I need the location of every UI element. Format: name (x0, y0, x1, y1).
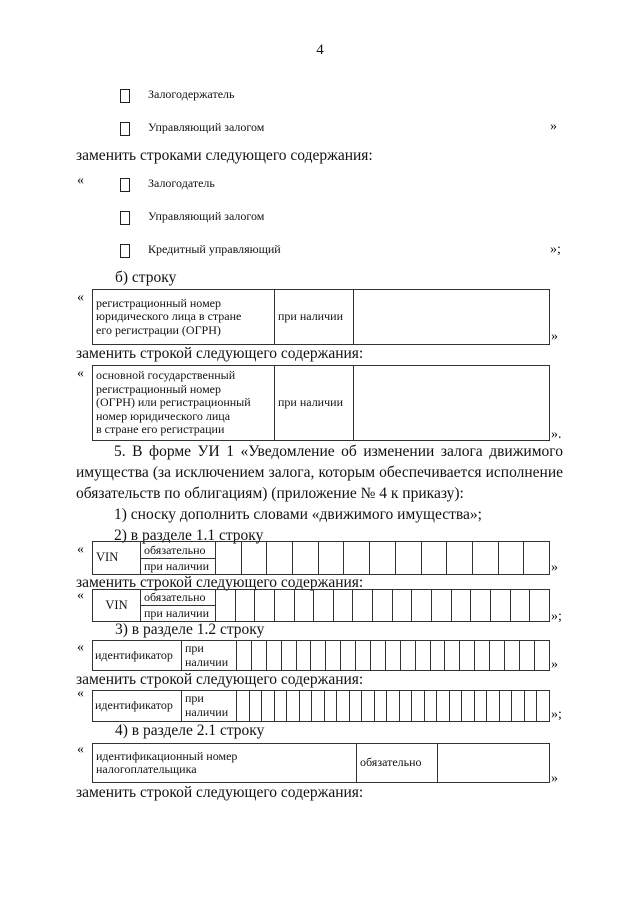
char-cell[interactable] (237, 691, 250, 722)
field-label-cell: VIN (93, 590, 141, 622)
replace-instruction: заменить строкой следующего содержания: (76, 345, 364, 362)
char-cell[interactable] (534, 641, 549, 671)
open-quote: « (77, 290, 84, 305)
close-quote: » (551, 560, 558, 575)
char-cell[interactable] (249, 691, 262, 722)
requirement-line: обязательно (144, 590, 206, 604)
option-label: Залогодатель (148, 176, 215, 190)
char-cell[interactable] (373, 590, 393, 622)
char-cell[interactable] (395, 542, 421, 575)
option-label: Управляющий залогом (148, 120, 265, 134)
char-cell[interactable] (287, 691, 300, 722)
char-cell[interactable] (337, 691, 350, 722)
para-line: 5. В форме УИ 1 «Уведомление об изменении залога движимого (114, 443, 563, 460)
char-cell[interactable] (451, 590, 471, 622)
open-quote: « (77, 542, 84, 557)
close-quote: » (551, 329, 558, 344)
requirement-cell (141, 590, 216, 622)
char-cell[interactable] (519, 641, 534, 671)
char-cell[interactable] (255, 590, 275, 622)
field-label-cell: VIN (93, 542, 141, 575)
item-b: б) строку (115, 269, 177, 286)
char-cell[interactable] (447, 542, 473, 575)
value-cell[interactable] (354, 366, 550, 441)
field-label-cell (93, 366, 275, 441)
field-label-cell: идентификатор (93, 641, 182, 671)
vin-old-table (92, 541, 550, 575)
char-cell[interactable] (344, 542, 370, 575)
char-cell[interactable] (399, 691, 412, 722)
requirement-cell: обязательно (357, 744, 438, 783)
char-cell[interactable] (356, 641, 371, 671)
vin-new-table (92, 589, 550, 622)
open-quote: « (77, 173, 84, 188)
open-quote: « (77, 366, 84, 381)
char-cell[interactable] (415, 641, 430, 671)
checkbox[interactable] (120, 122, 130, 136)
char-cell[interactable] (318, 542, 344, 575)
requirement-cell (182, 691, 237, 722)
char-cell[interactable] (293, 542, 319, 575)
char-cell[interactable] (281, 641, 296, 671)
label-line: юридического лица в стране (96, 309, 242, 324)
close-quote: »; (551, 609, 562, 624)
char-cell[interactable] (499, 691, 512, 722)
open-quote: « (77, 742, 84, 757)
char-cell[interactable] (371, 641, 386, 671)
char-cell[interactable] (460, 641, 475, 671)
requirement-cell: при наличии (275, 290, 354, 345)
close-quote: ». (551, 427, 562, 442)
char-cell[interactable] (524, 691, 537, 722)
requirement-line: при (185, 641, 204, 655)
char-cell[interactable] (524, 542, 550, 575)
replace-instruction: заменить строкой следующего содержания: (76, 574, 364, 591)
checkbox[interactable] (120, 178, 130, 192)
replace-instruction: заменить строкой следующего содержания: (76, 671, 364, 688)
open-quote: « (77, 640, 84, 655)
char-cell[interactable] (341, 641, 356, 671)
close-quote: » (551, 771, 558, 786)
char-cell[interactable] (251, 641, 266, 671)
char-cell[interactable] (449, 691, 462, 722)
char-cell[interactable] (333, 590, 353, 622)
close-quote: » (551, 657, 558, 672)
close-quote: » (550, 119, 557, 134)
replace-instruction: заменить строками следующего содержания: (76, 147, 373, 164)
char-cell[interactable] (430, 641, 445, 671)
identifier-new-table (92, 690, 550, 722)
paragraph-5 (76, 441, 563, 546)
page-number: 4 (316, 42, 324, 58)
option-label: Залогодержатель (148, 87, 235, 101)
field-label-cell (93, 290, 275, 345)
option-label: Управляющий залогом (148, 209, 265, 223)
char-cell[interactable] (311, 641, 326, 671)
open-quote: « (77, 686, 84, 701)
table-row (93, 641, 550, 671)
label-line: основной государственный (96, 368, 236, 383)
char-cell[interactable] (432, 590, 452, 622)
value-cell[interactable] (438, 744, 550, 783)
label-line: регистрационный номер (96, 295, 221, 310)
requirement-line: при (185, 691, 204, 705)
char-cell[interactable] (241, 542, 267, 575)
inn-old-table (92, 743, 550, 783)
requirement-line: наличии (185, 655, 229, 669)
char-cell[interactable] (324, 691, 337, 722)
item-4: 4) в разделе 2.1 строку (115, 722, 265, 739)
char-cell[interactable] (349, 691, 362, 722)
requirement-cell (182, 641, 237, 671)
table-row (93, 691, 550, 722)
char-cell[interactable] (216, 542, 242, 575)
char-cell[interactable] (490, 641, 505, 671)
replace-instruction: заменить строкой следующего содержания: (76, 784, 364, 801)
open-quote: « (77, 588, 84, 603)
para-line: имущества (за исключением залога, которым обеспечивается исполнение (76, 464, 563, 481)
field-label-cell: идентификатор (93, 691, 182, 722)
char-cell[interactable] (510, 590, 530, 622)
char-cell[interactable] (387, 691, 400, 722)
identifier-old-table (92, 640, 550, 671)
char-cell[interactable] (216, 590, 236, 622)
checkbox[interactable] (120, 211, 130, 225)
char-cell[interactable] (472, 542, 498, 575)
char-cell[interactable] (267, 542, 293, 575)
char-cell[interactable] (498, 542, 524, 575)
char-cell[interactable] (296, 641, 311, 671)
list-item: 1) сноску дополнить словами «движимого имущества»; (114, 506, 482, 523)
char-cell[interactable] (262, 691, 275, 722)
char-cell[interactable] (235, 590, 255, 622)
label-line: (ОГРН) или регистрационный (96, 395, 251, 410)
char-cell[interactable] (385, 641, 400, 671)
char-cell[interactable] (392, 590, 412, 622)
char-cell[interactable] (437, 691, 450, 722)
char-cell[interactable] (421, 542, 447, 575)
char-cell[interactable] (312, 691, 325, 722)
label-line: идентификационный номер (96, 748, 238, 763)
table-row (93, 590, 550, 622)
char-cell[interactable] (490, 590, 510, 622)
table-row (93, 290, 550, 345)
requirement-line: наличии (185, 705, 229, 719)
checkbox[interactable] (120, 244, 130, 258)
char-cell[interactable] (412, 590, 432, 622)
field-label-cell (93, 744, 357, 783)
requirement-line: при наличии (141, 605, 215, 621)
list-item: 2) в разделе 1.1 строку (114, 527, 264, 544)
value-cell[interactable] (354, 290, 550, 345)
char-cell[interactable] (412, 691, 425, 722)
option-label: Кредитный управляющий (148, 242, 281, 256)
requirement-line: обязательно (144, 542, 206, 557)
table-row (93, 744, 550, 783)
close-quote: »; (550, 242, 561, 257)
close-quote: »; (551, 707, 562, 722)
item-3: 3) в разделе 1.2 строку (115, 621, 265, 638)
char-cell[interactable] (462, 691, 475, 722)
char-cell[interactable] (374, 691, 387, 722)
char-cell[interactable] (400, 641, 415, 671)
char-cell[interactable] (294, 590, 314, 622)
requirement-cell: при наличии (275, 366, 354, 441)
table-row (93, 366, 550, 441)
ogrn-new-table (92, 365, 550, 441)
checkbox[interactable] (120, 89, 130, 103)
label-line: его регистрации (ОГРН) (96, 322, 221, 337)
char-cell[interactable] (299, 691, 312, 722)
char-cell[interactable] (353, 590, 373, 622)
char-cell[interactable] (475, 641, 490, 671)
char-cell[interactable] (424, 691, 437, 722)
char-cell[interactable] (487, 691, 500, 722)
requirement-line: при наличии (141, 558, 215, 574)
label-line: номер юридического лица (96, 408, 231, 423)
char-cell[interactable] (362, 691, 375, 722)
char-cell[interactable] (370, 542, 396, 575)
label-line: налогоплательщика (96, 762, 197, 776)
char-cell[interactable] (474, 691, 487, 722)
char-cell[interactable] (445, 641, 460, 671)
label-line: в стране его регистрации (96, 422, 225, 437)
para-line: обязательств по облигациям) (приложение № 4 к приказу): (76, 485, 464, 502)
char-cell[interactable] (326, 641, 341, 671)
char-cell[interactable] (274, 691, 287, 722)
label-line: регистрационный номер (96, 381, 221, 396)
char-cell[interactable] (512, 691, 525, 722)
char-cell[interactable] (266, 641, 281, 671)
char-cell[interactable] (530, 590, 550, 622)
char-cell[interactable] (274, 590, 294, 622)
requirement-cell (141, 542, 216, 575)
char-cell[interactable] (237, 641, 252, 671)
ogrn-old-table (92, 289, 550, 345)
char-cell[interactable] (471, 590, 491, 622)
table-row (93, 542, 550, 575)
char-cell[interactable] (537, 691, 550, 722)
char-cell[interactable] (505, 641, 520, 671)
char-cell[interactable] (314, 590, 334, 622)
